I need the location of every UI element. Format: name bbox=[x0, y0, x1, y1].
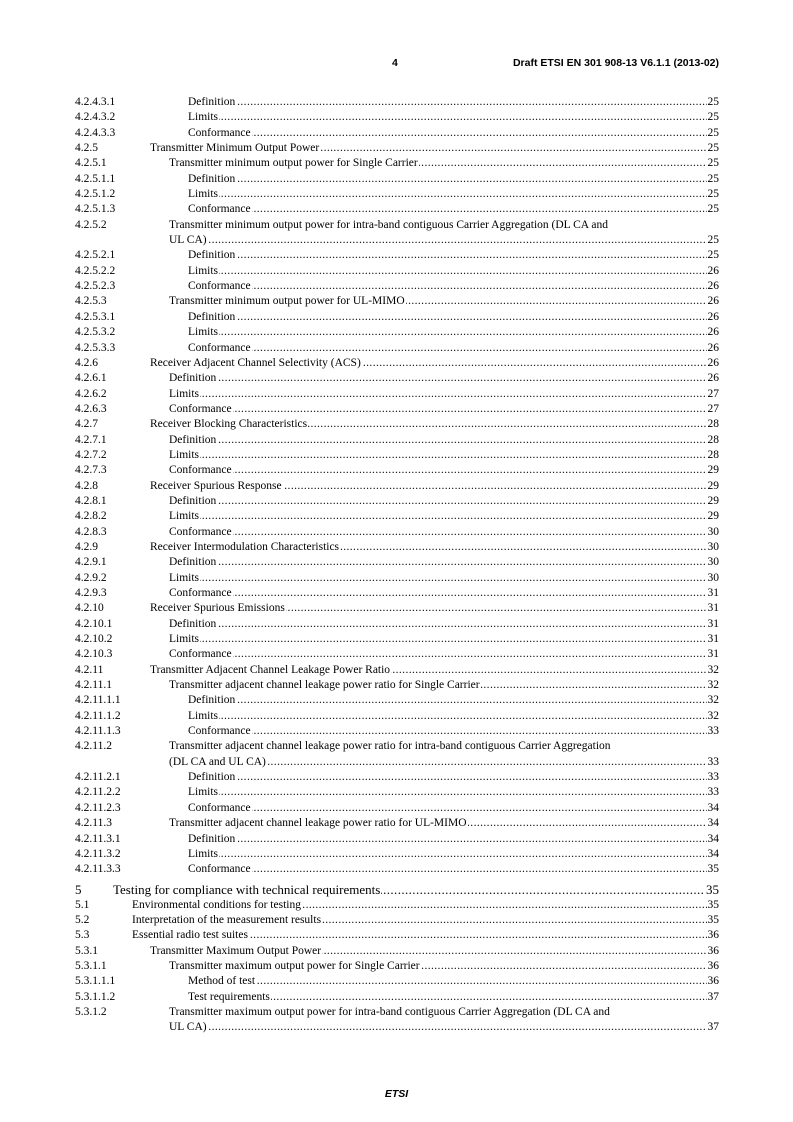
toc-entry[interactable] bbox=[75, 248, 719, 263]
toc-entry-number: 4.2.11.2.2 bbox=[75, 786, 121, 799]
toc-entry[interactable] bbox=[75, 433, 719, 448]
toc-entry-page: 25 bbox=[707, 187, 720, 202]
toc-entry-title: Transmitter Adjacent Channel Leakage Power Ratio bbox=[150, 663, 391, 676]
toc-entry-title: Conformance bbox=[188, 203, 251, 216]
toc-entry-page: 25 bbox=[707, 202, 720, 217]
toc-entry-number: 4.2.9 bbox=[75, 540, 98, 553]
toc-entry-number: 4.2.5.2 bbox=[75, 218, 107, 231]
toc-entry[interactable] bbox=[75, 928, 719, 943]
toc-entry-title: Conformance bbox=[188, 801, 251, 814]
toc-entry-title: Definition bbox=[169, 433, 217, 446]
toc-entry-page: 26 bbox=[707, 341, 720, 356]
toc-entry-page: 33 bbox=[707, 770, 720, 785]
toc-entry-title: Receiver Spurious Emissions bbox=[150, 602, 285, 615]
toc-entry[interactable] bbox=[75, 509, 719, 524]
toc-entry-page: 35 bbox=[707, 913, 720, 928]
toc-entry[interactable] bbox=[75, 141, 719, 156]
toc-entry-title: Definition bbox=[188, 832, 236, 845]
toc-entry-title: Limits bbox=[169, 387, 200, 400]
toc-entry-title: Definition bbox=[188, 172, 236, 185]
toc-entry-title: Conformance bbox=[169, 402, 232, 415]
toc-entry[interactable] bbox=[75, 709, 719, 724]
toc-entry-page: 32 bbox=[707, 709, 720, 724]
toc-entry[interactable] bbox=[75, 801, 719, 816]
toc-entry-title: Receiver Spurious Response bbox=[150, 479, 282, 492]
toc-entry-number: 4.2.5.2.3 bbox=[75, 280, 116, 293]
toc-entry-number: 4.2.10.1 bbox=[75, 617, 113, 630]
toc-entry-number: 4.2.8.1 bbox=[75, 494, 107, 507]
toc-entry[interactable] bbox=[75, 632, 719, 647]
footer-etsi: ETSI bbox=[384, 1088, 409, 1100]
toc-entry[interactable] bbox=[75, 279, 719, 294]
toc-entry-number: 4.2.11.1.1 bbox=[75, 694, 121, 707]
toc-entry[interactable] bbox=[75, 847, 719, 862]
toc-entry-page: 29 bbox=[707, 463, 720, 478]
toc-entry-page: 26 bbox=[707, 294, 720, 309]
toc-entry-title: Limits bbox=[188, 188, 219, 201]
document-title: Draft ETSI EN 301 908-13 V6.1.1 (2013-02) bbox=[512, 57, 719, 69]
toc-entry-number: 4.2.4.3.1 bbox=[75, 96, 116, 108]
toc-entry-page: 29 bbox=[707, 494, 720, 509]
toc-entry-page: 25 bbox=[707, 141, 720, 156]
toc-entry-page: 31 bbox=[707, 647, 720, 662]
toc-entry-number: 5.3.1.2 bbox=[75, 1005, 107, 1018]
toc-entry[interactable] bbox=[75, 525, 719, 540]
toc-entry-page: 32 bbox=[707, 693, 720, 708]
toc-entry[interactable] bbox=[75, 448, 719, 463]
toc-entry[interactable] bbox=[75, 463, 719, 478]
page-header bbox=[0, 57, 793, 73]
toc-entry[interactable] bbox=[75, 341, 719, 356]
toc-entry-title: Transmitter adjacent channel leakage power ratio for Single Carrier bbox=[169, 679, 480, 692]
toc-entry-page: 26 bbox=[707, 264, 720, 279]
toc-entry-page: 29 bbox=[707, 479, 720, 494]
toc-entry-number: 4.2.5.3.2 bbox=[75, 326, 116, 339]
toc-entry-number: 5.3.1.1.2 bbox=[75, 990, 116, 1003]
toc-entry[interactable] bbox=[75, 325, 719, 340]
toc-entry-page: 28 bbox=[707, 433, 720, 448]
toc-entry-title: Limits bbox=[169, 633, 200, 646]
toc-entry-page: 28 bbox=[707, 448, 720, 463]
toc-entry-number: 4.2.5 bbox=[75, 142, 98, 155]
toc-entry-number: 4.2.4.3.3 bbox=[75, 126, 116, 139]
toc-entry-number: 4.2.11.1 bbox=[75, 679, 112, 692]
toc-entry-number: 4.2.11.1.2 bbox=[75, 709, 121, 722]
toc-entry-page: 30 bbox=[707, 540, 720, 555]
toc-entry-title: Conformance bbox=[188, 341, 251, 354]
toc-entry-number: 5 bbox=[75, 881, 82, 897]
toc-entry-page: 37 bbox=[707, 990, 720, 1005]
toc-entry[interactable] bbox=[75, 601, 719, 616]
toc-entry-title: Transmitter minimum output power for intra-band contiguous Carrier Aggregation (DL CA and bbox=[169, 218, 608, 231]
toc-entry-page: 36 bbox=[707, 959, 720, 974]
toc-entry-page: 35 bbox=[706, 881, 719, 897]
toc-entry-title: Definition bbox=[169, 617, 217, 630]
toc-entry-title: Definition bbox=[188, 96, 236, 108]
toc-entry[interactable] bbox=[75, 417, 719, 432]
toc-entry-page: 31 bbox=[707, 586, 720, 601]
toc-entry-number: 4.2.6.1 bbox=[75, 372, 107, 385]
toc-entry[interactable] bbox=[75, 540, 719, 555]
toc-entry-number: 4.2.11.2.3 bbox=[75, 801, 121, 814]
toc-entry[interactable] bbox=[75, 387, 719, 402]
toc-entry-title: Definition bbox=[169, 494, 217, 507]
toc-entry-page: 27 bbox=[707, 387, 720, 402]
toc-entry-number: 4.2.5.3 bbox=[75, 295, 107, 308]
toc-entry[interactable] bbox=[75, 586, 719, 601]
toc-entry[interactable] bbox=[75, 862, 719, 877]
toc-entry[interactable] bbox=[75, 494, 719, 509]
toc-entry-number: 4.2.5.2.1 bbox=[75, 249, 116, 262]
toc-entry-page: 31 bbox=[707, 617, 720, 632]
toc-entry-title: Conformance bbox=[169, 464, 232, 477]
toc-entry-number: 4.2.8.2 bbox=[75, 510, 107, 523]
toc-entry-title: Limits bbox=[188, 786, 219, 799]
toc-entry[interactable] bbox=[75, 126, 719, 141]
toc-entry-page: 31 bbox=[707, 632, 720, 647]
toc-entry[interactable] bbox=[75, 95, 719, 110]
toc-entry-title: Conformance bbox=[188, 863, 251, 876]
toc-entry[interactable] bbox=[75, 202, 719, 217]
toc-entry-number: 4.2.6 bbox=[75, 356, 98, 369]
toc-entry[interactable] bbox=[75, 647, 719, 662]
toc-entry-page: 34 bbox=[707, 832, 720, 847]
toc-entry[interactable] bbox=[75, 294, 719, 309]
toc-entry[interactable] bbox=[75, 739, 719, 770]
toc-entry-number: 4.2.11.3.2 bbox=[75, 847, 121, 860]
toc-entry-title: Limits bbox=[169, 510, 200, 523]
toc-entry-number: 5.1 bbox=[75, 898, 90, 911]
toc-entry-page: 29 bbox=[707, 509, 720, 524]
toc-entry-page: 33 bbox=[707, 785, 720, 800]
toc-entry[interactable] bbox=[75, 724, 719, 739]
toc-entry[interactable] bbox=[75, 990, 719, 1005]
toc-entry-number: 4.2.7.1 bbox=[75, 433, 107, 446]
toc-entry-number: 5.3 bbox=[75, 929, 90, 942]
toc-entry-page: 26 bbox=[707, 325, 720, 340]
toc-entry-page: 25 bbox=[707, 248, 720, 263]
toc-entry-number: 4.2.5.2.2 bbox=[75, 264, 116, 277]
toc-entry[interactable] bbox=[75, 264, 719, 279]
toc-entry-title: Transmitter adjacent channel leakage power ratio for UL-MIMO bbox=[169, 817, 467, 830]
toc-entry-page: 26 bbox=[707, 279, 720, 294]
toc-entry-number: 4.2.4.3.2 bbox=[75, 111, 116, 124]
toc-entry-title: Limits bbox=[188, 264, 219, 277]
toc-entry-number: 4.2.11 bbox=[75, 663, 104, 676]
toc-entry[interactable] bbox=[75, 218, 719, 249]
toc-entry-page: 28 bbox=[707, 417, 720, 432]
toc-entry-page: 33 bbox=[707, 724, 720, 739]
toc-entry-title: Limits bbox=[188, 847, 219, 860]
toc-entry-title: Limits bbox=[188, 709, 219, 722]
toc-entry-number: 4.2.10 bbox=[75, 602, 104, 615]
toc-entry[interactable] bbox=[75, 1005, 719, 1036]
toc-entry[interactable] bbox=[75, 402, 719, 417]
toc-entry-number: 4.2.5.1.2 bbox=[75, 188, 116, 201]
toc-entry-page: 27 bbox=[707, 402, 720, 417]
toc-entry[interactable] bbox=[75, 881, 719, 898]
toc-entry[interactable] bbox=[75, 356, 719, 371]
toc-entry-number: 5.2 bbox=[75, 913, 90, 926]
toc-entry-title: Transmitter adjacent channel leakage power ratio for intra-band contiguous Carrier Aggregation bbox=[169, 740, 611, 753]
toc-entry-number: 4.2.6.3 bbox=[75, 402, 107, 415]
toc-entry-number: 5.3.1.1.1 bbox=[75, 975, 116, 988]
toc-entry-page: 36 bbox=[707, 928, 720, 943]
toc-entry-title: Definition bbox=[188, 249, 236, 262]
toc-entry-title: Limits bbox=[169, 448, 200, 461]
toc-entry-number: 4.2.9.1 bbox=[75, 556, 107, 569]
toc-entry-title: Method of test bbox=[188, 975, 256, 988]
toc-entry-number: 4.2.11.2.1 bbox=[75, 771, 121, 784]
toc-entry-number: 4.2.10.2 bbox=[75, 633, 113, 646]
toc-entry-number: 4.2.7.2 bbox=[75, 448, 107, 461]
toc-entry-title: Test requirements bbox=[188, 990, 270, 1003]
toc-entry-number: 4.2.7.3 bbox=[75, 464, 107, 477]
toc-entry[interactable] bbox=[75, 959, 719, 974]
toc-entry[interactable] bbox=[75, 156, 719, 171]
toc-entry[interactable] bbox=[75, 770, 719, 785]
toc-entry-page: 31 bbox=[707, 601, 720, 616]
toc-entry[interactable] bbox=[75, 663, 719, 678]
toc-entry-page: 26 bbox=[707, 356, 720, 371]
toc-entry-number: 4.2.8.3 bbox=[75, 525, 107, 538]
toc-entry[interactable] bbox=[75, 187, 719, 202]
toc-entry-title: Conformance bbox=[169, 525, 232, 538]
page-number: 4 bbox=[392, 57, 398, 69]
toc-entry-page: 26 bbox=[707, 310, 720, 325]
toc-entry[interactable] bbox=[75, 110, 719, 125]
toc-entry-number: 4.2.6.2 bbox=[75, 387, 107, 400]
toc-entry-number: 4.2.11.2 bbox=[75, 740, 112, 753]
toc-entry-title-continued: UL CA) bbox=[169, 234, 207, 247]
toc-entry-number: 5.3.1 bbox=[75, 944, 98, 957]
toc-entry-title: Limits bbox=[169, 571, 200, 584]
toc-entry-page: 36 bbox=[707, 944, 720, 959]
toc-entry-title-continued: UL CA) bbox=[169, 1021, 207, 1034]
toc-entry-number: 4.2.8 bbox=[75, 479, 98, 492]
toc-entry[interactable] bbox=[75, 371, 719, 386]
toc-entry-title: Receiver Blocking Characteristics bbox=[150, 418, 308, 431]
toc-entry-title: Transmitter Maximum Output Power bbox=[150, 944, 322, 957]
toc-entry[interactable] bbox=[75, 898, 719, 913]
toc-entry[interactable] bbox=[75, 172, 719, 187]
toc-entry-title: Receiver Adjacent Channel Selectivity (ACS) bbox=[150, 356, 361, 369]
toc-entry-number: 4.2.9.2 bbox=[75, 571, 107, 584]
toc-entry[interactable] bbox=[75, 832, 719, 847]
toc-entry-title: Transmitter minimum output power for Single Carrier bbox=[169, 157, 418, 170]
toc-entry-title: Transmitter Minimum Output Power bbox=[150, 142, 320, 155]
toc-entry[interactable] bbox=[75, 785, 719, 800]
toc-entry-number: 4.2.5.3.3 bbox=[75, 341, 116, 354]
toc-entry-title: Transmitter maximum output power for intra-band contiguous Carrier Aggregation (DL CA and bbox=[169, 1005, 610, 1018]
toc-entry-page: 37 bbox=[707, 1020, 720, 1035]
toc-entry-title: Interpretation of the measurement results bbox=[132, 913, 322, 926]
toc-entry[interactable] bbox=[75, 310, 719, 325]
toc-entry-title: Definition bbox=[188, 694, 236, 707]
toc-entry[interactable] bbox=[75, 913, 719, 928]
toc-entry-page: 32 bbox=[707, 678, 720, 693]
toc-entry-page: 25 bbox=[707, 233, 720, 248]
toc-entry-page: 25 bbox=[707, 172, 720, 187]
toc-entry-page: 34 bbox=[707, 847, 720, 862]
toc-entry-title: Essential radio test suites bbox=[132, 929, 248, 942]
toc-entry-title: Environmental conditions for testing bbox=[132, 898, 301, 911]
toc-entry-title: Definition bbox=[169, 556, 217, 569]
toc-entry-title: Limits bbox=[188, 326, 219, 339]
toc-entry-number: 4.2.5.1.1 bbox=[75, 172, 116, 185]
toc-entry[interactable] bbox=[75, 974, 719, 989]
toc-entry-page: 32 bbox=[707, 663, 720, 678]
toc-entry-page: 33 bbox=[707, 755, 720, 770]
toc-entry-number: 4.2.11.3.3 bbox=[75, 863, 121, 876]
toc-entry-number: 4.2.11.3.1 bbox=[75, 832, 121, 845]
toc-entry-title: Definition bbox=[169, 372, 217, 385]
toc-entry-title: Receiver Intermodulation Characteristics bbox=[150, 540, 340, 553]
toc-entry[interactable] bbox=[75, 678, 719, 693]
toc-entry-page: 30 bbox=[707, 571, 720, 586]
toc-entry-title-continued: (DL CA and UL CA) bbox=[169, 755, 266, 768]
toc-entry-page: 30 bbox=[707, 555, 720, 570]
toc-entry-number: 4.2.5.1 bbox=[75, 157, 107, 170]
toc-entry-title: Transmitter minimum output power for UL-MIMO bbox=[169, 295, 405, 308]
toc-entry-number: 4.2.11.3 bbox=[75, 817, 112, 830]
toc-entry-title: Definition bbox=[188, 771, 236, 784]
toc-entry-title: Conformance bbox=[169, 648, 232, 661]
toc-entry-title: Conformance bbox=[188, 280, 251, 293]
toc-entry-number: 5.3.1.1 bbox=[75, 959, 107, 972]
table-of-contents bbox=[75, 95, 719, 1036]
toc-entry[interactable] bbox=[75, 617, 719, 632]
toc-entry-number: 4.2.7 bbox=[75, 418, 98, 431]
toc-entry-number: 4.2.11.1.3 bbox=[75, 725, 121, 738]
toc-entry-page: 25 bbox=[707, 156, 720, 171]
toc-entry-page: 35 bbox=[707, 862, 720, 877]
toc-entry-page: 25 bbox=[707, 95, 720, 110]
toc-entry-page: 25 bbox=[707, 110, 720, 125]
toc-entry-title: Transmitter maximum output power for Single Carrier bbox=[169, 959, 420, 972]
toc-entry[interactable] bbox=[75, 816, 719, 831]
toc-entry-number: 4.2.9.3 bbox=[75, 587, 107, 599]
toc-entry-page: 36 bbox=[707, 974, 720, 989]
toc-entry-page: 34 bbox=[707, 816, 720, 831]
toc-entry-page: 30 bbox=[707, 525, 720, 540]
toc-entry-title: Conformance bbox=[188, 126, 251, 139]
toc-entry[interactable] bbox=[75, 571, 719, 586]
toc-entry-title: Definition bbox=[188, 310, 236, 323]
toc-entry-title: Testing for compliance with technical requirements bbox=[113, 881, 381, 897]
toc-entry-title: Conformance bbox=[188, 725, 251, 738]
toc-entry[interactable] bbox=[75, 944, 719, 959]
toc-entry-title: Conformance bbox=[169, 587, 232, 599]
toc-entry-number: 4.2.5.3.1 bbox=[75, 310, 116, 323]
toc-entry-number: 4.2.10.3 bbox=[75, 648, 113, 661]
toc-entry-page: 26 bbox=[707, 371, 720, 386]
toc-entry-page: 35 bbox=[707, 898, 720, 913]
toc-entry-page: 34 bbox=[707, 801, 720, 816]
toc-entry-page: 25 bbox=[707, 126, 720, 141]
toc-entry-title: Limits bbox=[188, 111, 219, 124]
toc-entry[interactable] bbox=[75, 693, 719, 708]
toc-entry-number: 4.2.5.1.3 bbox=[75, 203, 116, 216]
toc-entry[interactable] bbox=[75, 479, 719, 494]
toc-entry[interactable] bbox=[75, 555, 719, 570]
